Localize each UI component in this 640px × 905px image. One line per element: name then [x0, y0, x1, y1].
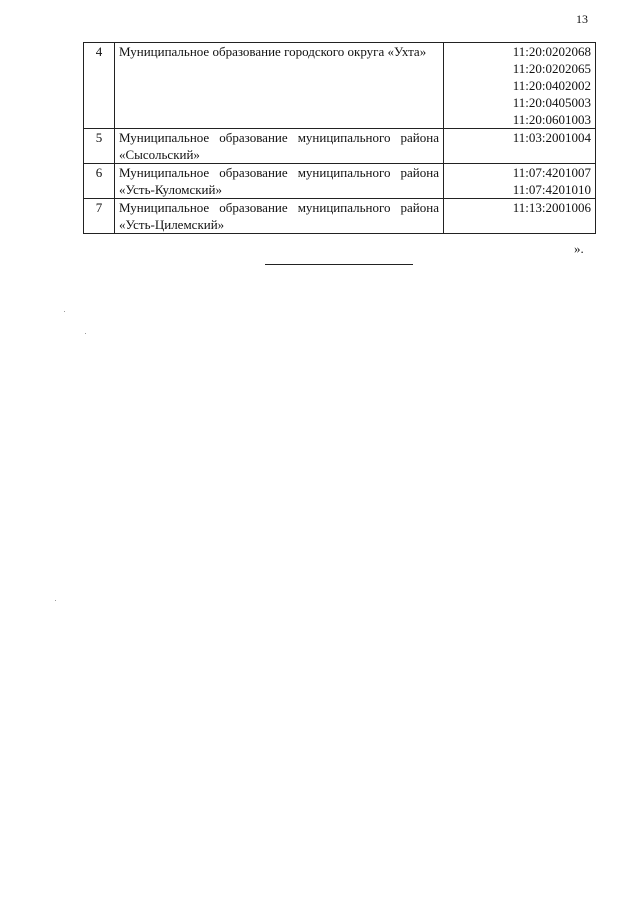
- row-number: 7: [84, 199, 115, 234]
- cadastral-codes: [444, 164, 596, 199]
- row-number: 4: [84, 43, 115, 129]
- cadastral-code: 11:20:0202065: [512, 61, 591, 76]
- cadastral-code: 11:20:0405003: [512, 95, 591, 110]
- table-row: [84, 164, 596, 199]
- municipality-name: Муниципальное образование муниципального района «Усть-Цилемский»: [115, 199, 444, 234]
- cadastral-code: 11:20:0601003: [512, 112, 591, 127]
- cadastral-codes: [444, 43, 596, 129]
- municipality-name: Муниципальное образование городского округа «Ухта»: [115, 43, 444, 129]
- table-row: [84, 43, 596, 129]
- scan-speck: [64, 311, 65, 312]
- cadastral-code: 11:07:4201010: [512, 182, 591, 197]
- cadastral-codes: [444, 129, 596, 164]
- table-row: [84, 199, 596, 234]
- scan-speck: [55, 600, 56, 601]
- closing-quote: ».: [574, 241, 584, 256]
- municipality-name: Муниципальное образование муниципального района «Усть-Куломский»: [115, 164, 444, 199]
- cadastral-code: 11:20:0202068: [512, 44, 591, 59]
- page-number: 13: [576, 12, 588, 26]
- cadastral-code: 11:03:2001004: [512, 130, 591, 145]
- cadastral-code: 11:13:2001006: [512, 200, 591, 215]
- row-number: 5: [84, 129, 115, 164]
- end-separator-line: [265, 264, 413, 265]
- scan-speck: [85, 333, 86, 334]
- municipality-name: Муниципальное образование муниципального района «Сысольский»: [115, 129, 444, 164]
- row-number: 6: [84, 164, 115, 199]
- cadastral-code: 11:07:4201007: [512, 165, 591, 180]
- municipal-entities-table: [83, 42, 596, 234]
- cadastral-codes: [444, 199, 596, 234]
- table-row: [84, 129, 596, 164]
- cadastral-code: 11:20:0402002: [512, 78, 591, 93]
